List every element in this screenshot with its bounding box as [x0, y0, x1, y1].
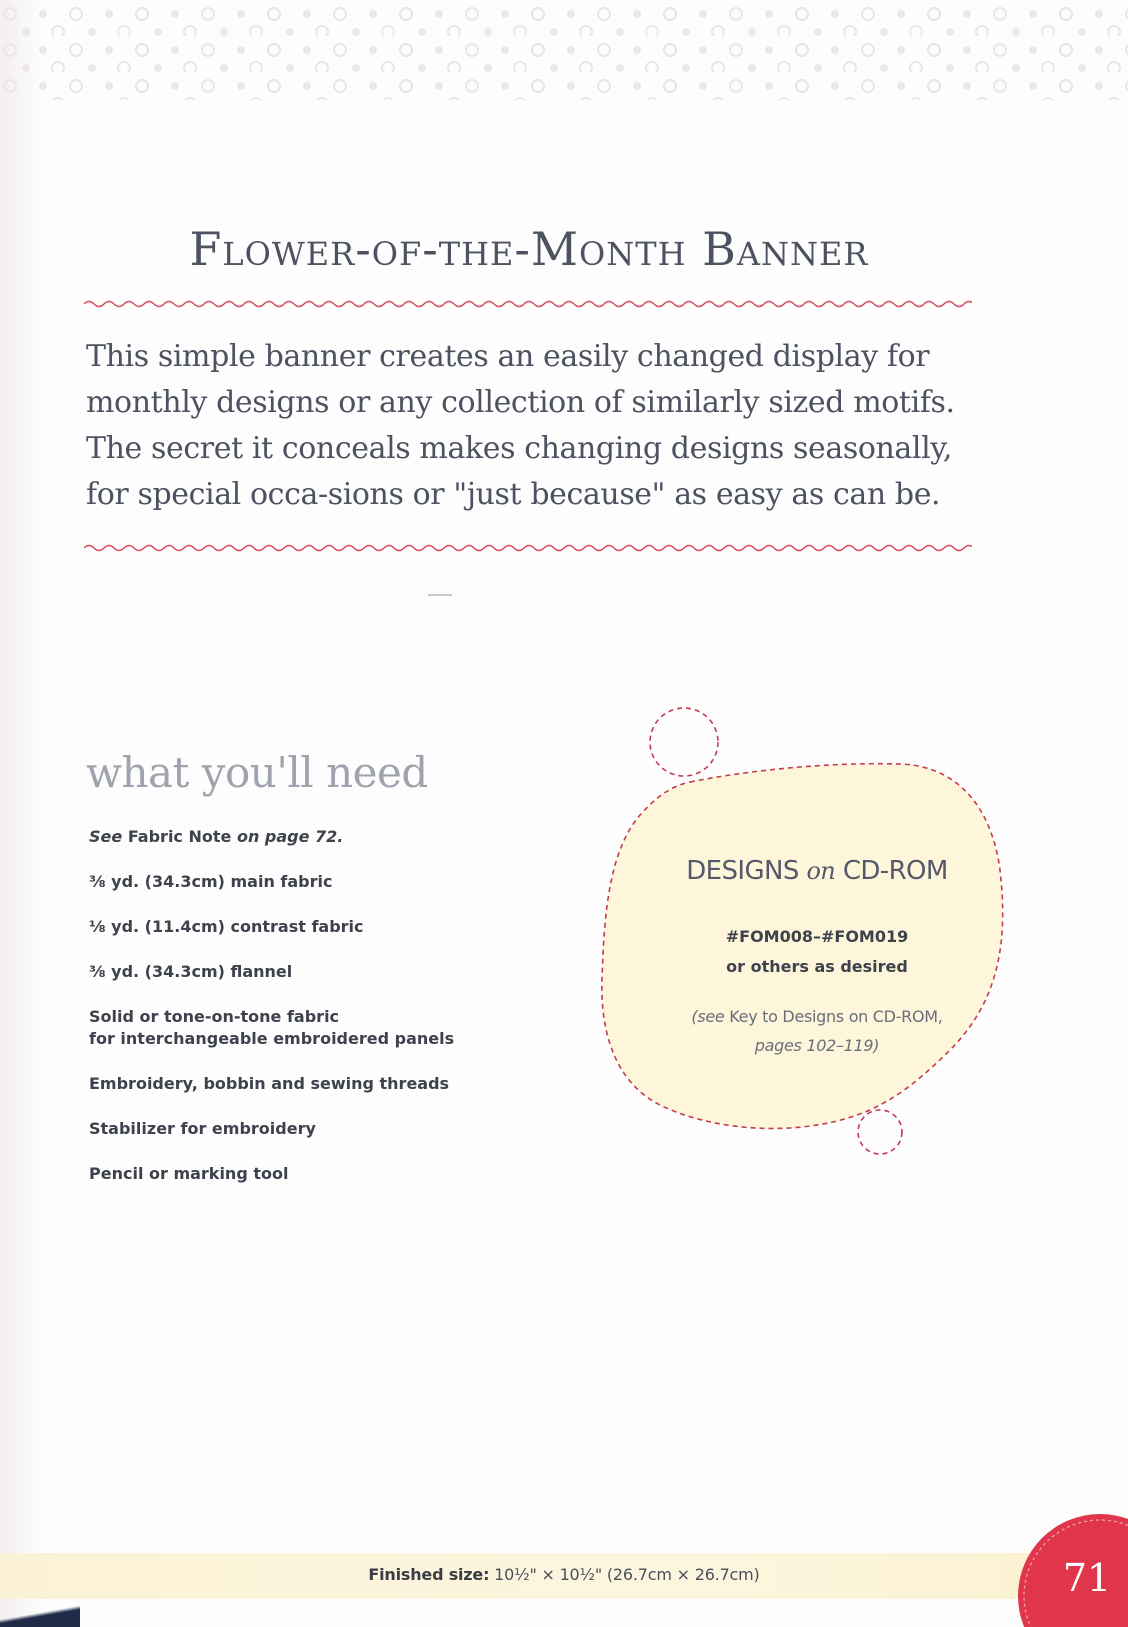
cd-rom-title [648, 856, 986, 886]
cd-note-see: (see [691, 1007, 725, 1026]
top-wavy-rule [84, 298, 972, 310]
list-item: Pencil or marking tool [89, 1164, 289, 1183]
cd-note-pages: pages 102–119) [754, 1036, 880, 1055]
list-item: ⅜ yd. (34.3cm) main fabric [89, 872, 333, 891]
cd-rom-title-b: CD-ROM [842, 856, 948, 886]
cd-note-text: Key to Designs on CD-ROM, [729, 1007, 943, 1026]
page-edge-shadow [0, 0, 40, 1627]
cd-rom-title-on: on [806, 857, 836, 885]
finished-size-value: 10½" × 10½" (26.7cm × 26.7cm) [494, 1565, 760, 1584]
list-item: Embroidery, bobbin and sewing threads [89, 1074, 450, 1093]
flower-dot-pattern [0, 0, 1128, 100]
intro-paragraph: This simple banner creates an easily changed display for monthly designs or any collection of similarly sized motifs. The secret it conceals makes changing designs seasonally, for special occa-sions or "just because" as easy as can be. [86, 339, 955, 512]
list-item-two-line [89, 1006, 569, 1050]
materials-list [89, 826, 569, 1208]
corner-edge [0, 1602, 80, 1627]
need-heading: what you'll need [86, 748, 428, 797]
cd-rom-codes [648, 922, 986, 982]
fabric-note-prefix: See [89, 827, 123, 846]
fabric-note-line [89, 826, 569, 848]
list-item: ⅜ yd. (34.3cm) flannel [89, 962, 293, 981]
list-item: Stabilizer for embroidery [89, 1119, 316, 1138]
bottom-wavy-rule [84, 542, 972, 554]
fabric-note-name: Fabric Note [127, 827, 232, 846]
list-item: ⅛ yd. (11.4cm) contrast fabric [89, 917, 364, 936]
design-codes-extra: or others as desired [726, 957, 908, 976]
finished-size [0, 1565, 1128, 1584]
fabric-note-suffix: on page 72. [236, 827, 344, 846]
stray-mark [428, 594, 452, 596]
cd-rom-title-a: DESIGNS [686, 856, 799, 886]
list-item-line: Solid or tone-on-tone fabric [89, 1007, 340, 1026]
design-codes: #FOM008–#FOM019 [725, 927, 909, 946]
finished-size-label: Finished size: [368, 1565, 490, 1584]
page-title: Flower-of-the-Month Banner [189, 222, 869, 276]
cd-rom-note [648, 1002, 986, 1060]
list-item-line: for interchangeable embroidered panels [89, 1029, 455, 1048]
page-number: 71 [1062, 1556, 1112, 1600]
